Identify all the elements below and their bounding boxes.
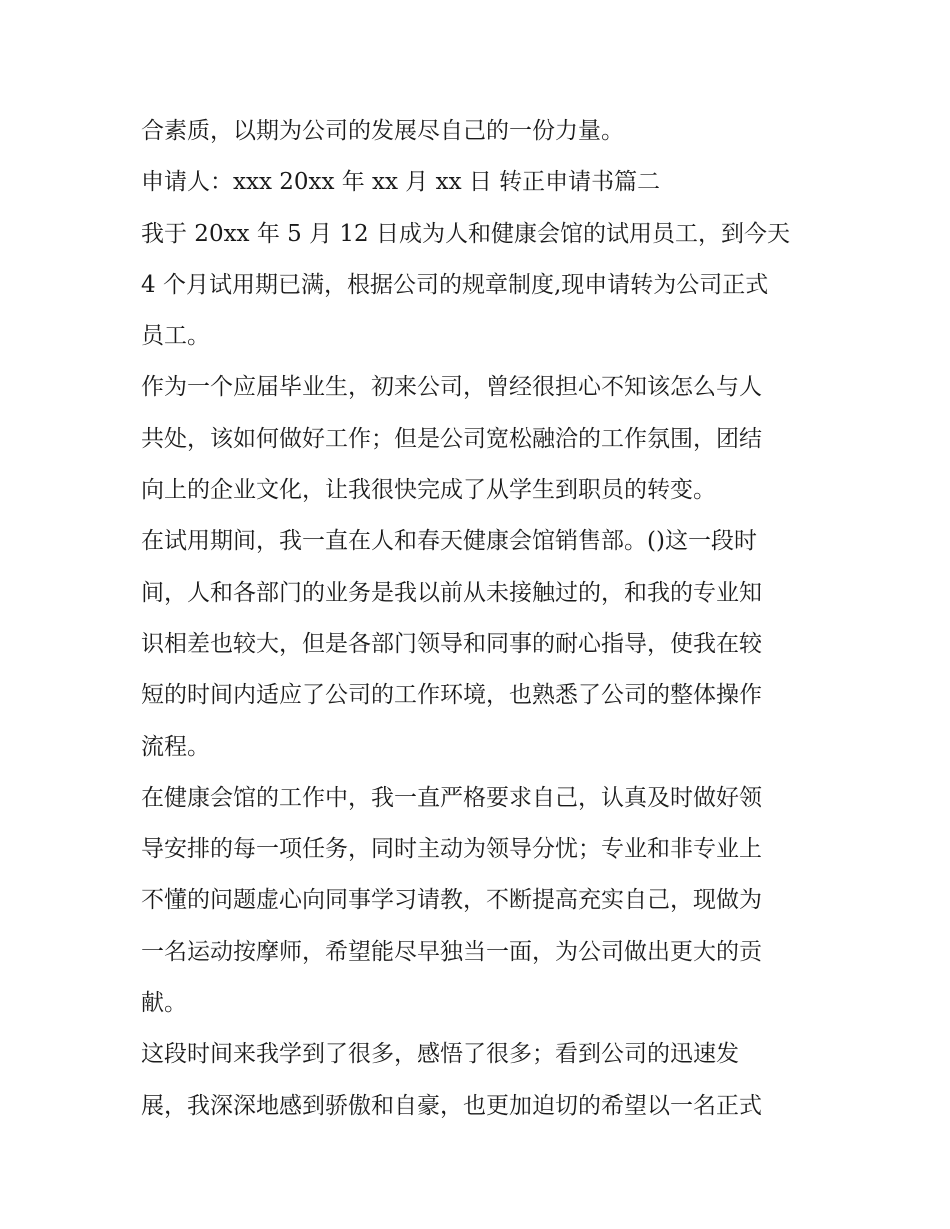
text-line: 作为一个应届毕业生，初来公司，曾经很担心不知该怎么与人 [141,374,762,401]
text-line: 在健康会馆的工作中，我一直严格要求自己，认真及时做好领 [141,784,762,811]
text-line: 不懂的问题虚心向同事学习请教，不断提高充实自己，现做为 [141,887,762,914]
text-line: 合素质，以期为公司的发展尽自己的一份力量。 [141,118,624,144]
text-line: 短的时间内适应了公司的工作环境，也熟悉了公司的整体操作 [141,682,762,709]
text-line: 4 个月试用期已满，根据公司的规章制度,现申请转为公司正式 [141,271,769,298]
text-line: 展，我深深地感到骄傲和自豪，也更加迫切的希望以一名正式 [141,1092,762,1119]
text-line: 一名运动按摩师，希望能尽早独当一面，为公司做出更大的贡 [141,938,762,965]
applicant-signature-line: 申请人：xxx 20xx 年 xx 月 xx 日 转正申请书篇二 [141,169,661,196]
text-line: 间，人和各部门的业务是我以前从未接触过的，和我的专业知 [141,579,762,606]
text-line: 我于 20xx 年 5 月 12 日成为人和健康会馆的试用员工，到今天 [141,220,790,247]
text-line: 流程。 [141,733,210,760]
text-line: 员工。 [141,323,210,350]
document-body [141,106,821,1132]
text-line: 向上的企业文化，让我很快完成了从学生到职员的转变。 [141,477,716,504]
text-line: 献。 [141,990,187,1017]
text-line: 导安排的每一项任务，同时主动为领导分忧；专业和非专业上 [141,836,762,863]
text-line: 在试用期间，我一直在人和春天健康会馆销售部。()这一段时 [141,528,757,555]
text-line: 识相差也较大，但是各部门领导和同事的耐心指导，使我在较 [141,630,762,657]
text-line: 共处，该如何做好工作；但是公司宽松融洽的工作氛围，团结 [141,425,762,452]
text-line: 这段时间来我学到了很多，感悟了很多；看到公司的迅速发 [141,1041,739,1068]
